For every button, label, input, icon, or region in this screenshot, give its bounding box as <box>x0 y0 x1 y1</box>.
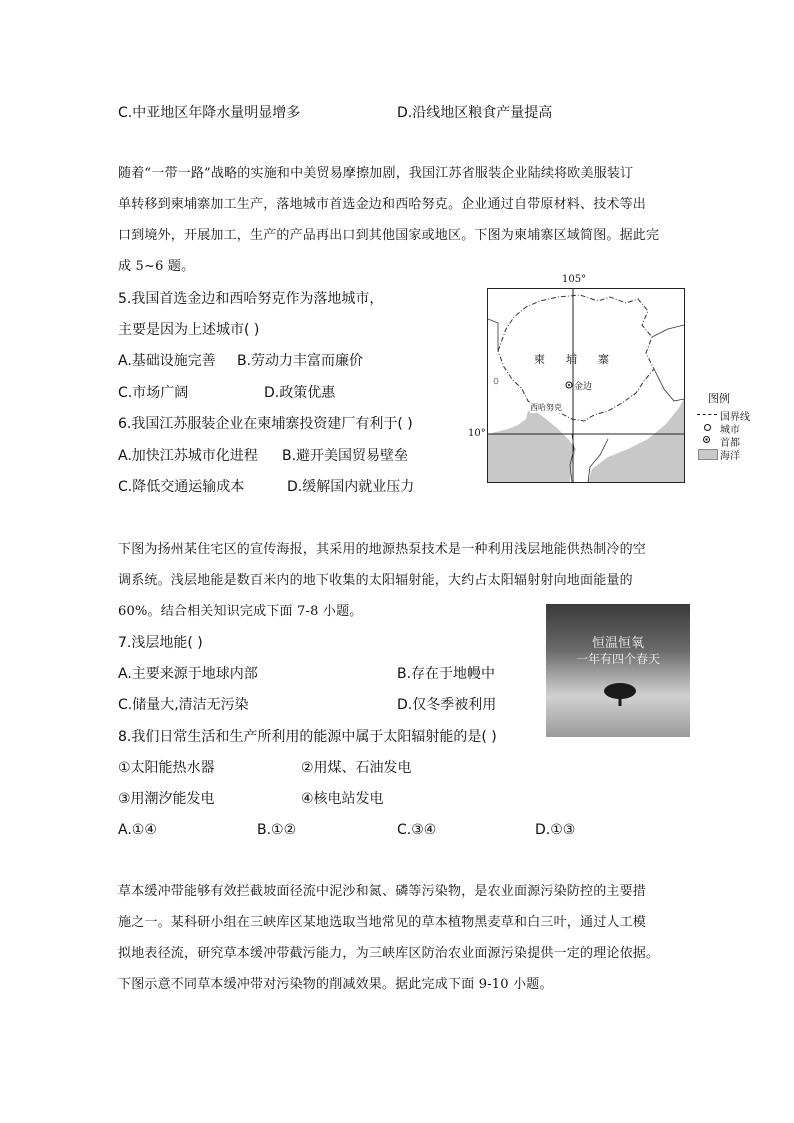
q8-item-4: ④核电站发电 <box>301 791 384 807</box>
passage3-line: 下图示意不同草本缓冲带对污染物的削减效果。据此完成下面 9-10 小题。 <box>118 977 553 992</box>
capital-icon <box>703 436 710 443</box>
q5-stem-cont: 主要是因为上述城市( ) <box>118 322 260 338</box>
passage1-line: 随着“一带一路”战略的实施和中美贸易摩擦加剧，我国江苏省服装企业陆续将欧美服装订 <box>118 166 634 181</box>
q4-option-d: D.沿线地区粮食产量提高 <box>397 105 553 121</box>
legend-title: 图例 <box>708 392 730 405</box>
passage1-line: 单转移到柬埔寨加工生产，落地城市首选金边和西哈努克。企业通过自带原材料、技术等出 <box>118 197 647 212</box>
legend-item-capital: 首都 <box>720 438 740 449</box>
q6-option-a: A.加快江苏城市化进程 <box>118 448 258 464</box>
housing-poster <box>546 604 690 737</box>
q5-option-b: B.劳动力丰富而廉价 <box>237 353 364 369</box>
legend-item-sea: 海洋 <box>720 451 740 462</box>
q4-option-c: C.中亚地区年降水量明显增多 <box>118 105 301 121</box>
q7-option-d: D.仅冬季被利用 <box>397 697 497 713</box>
neighbor-border <box>488 319 498 351</box>
q8-option-b: B.①② <box>257 822 297 838</box>
tree-icon <box>598 682 642 708</box>
legend-item-border: 国界线 <box>720 412 750 423</box>
q7-option-b: B.存在于地幔中 <box>397 666 496 682</box>
country-name-char: 埔 <box>566 353 577 366</box>
country-name-char: 寨 <box>598 353 609 366</box>
city-label: 西哈努克 <box>530 403 562 412</box>
passage3-line: 草本缓冲带能够有效拦截坡面径流中泥沙和氮、磷等污染物，是农业面源污染防控的主要措 <box>118 884 647 899</box>
coastline <box>654 369 684 401</box>
q8-stem: 8.我们日常生活和生产所利用的能源中属于太阳辐射能的是( ) <box>118 729 497 745</box>
q6-option-c: C.降低交通运输成本 <box>118 479 245 495</box>
q8-item-2: ②用煤、石油发电 <box>301 760 412 776</box>
passage3-line: 拟地表径流，研究草本缓冲带截污能力，为三峡库区防治农业面源污染提供一定的理论依据。 <box>118 946 660 961</box>
capital-label: 金边 <box>574 382 593 392</box>
country-name-char: 柬 <box>534 353 545 366</box>
q8-item-1: ①太阳能热水器 <box>118 760 215 776</box>
passage3-line: 施之一。某科研小组在三峡库区某地选取当地常见的草本植物黑麦草和白三叶，通过人工模 <box>118 915 647 930</box>
cambodia-map <box>487 288 685 483</box>
q7-option-a: A.主要来源于地球内部 <box>118 666 258 682</box>
q6-option-b: B.避开美国贸易壁垒 <box>282 448 409 464</box>
q8-item-3: ③用潮汐能发电 <box>118 791 215 807</box>
city-icon <box>704 424 711 431</box>
q8-option-d: D.①③ <box>535 822 576 838</box>
neighbor-border <box>652 325 684 337</box>
legend-item-city: 城市 <box>720 425 740 436</box>
passage1-line: 口到境外，开展加工，生产的产品再出口到其他国家或地区。下图为柬埔寨区域简图。据此完 <box>118 228 660 243</box>
island <box>494 378 498 384</box>
map-latitude-label: 10° <box>468 428 486 439</box>
poster-headline: 恒温恒氧 <box>591 636 644 651</box>
q5-option-a: A.基础设施完善 <box>118 353 216 369</box>
q6-stem: 6.我国江苏服装企业在柬埔寨投资建厂有利于( ) <box>118 416 413 432</box>
q6-option-d: D.缓解国内就业压力 <box>287 479 415 495</box>
q5-option-c: C.市场广阔 <box>118 385 189 401</box>
q5-option-d: D.政策优惠 <box>264 385 336 401</box>
passage2-line: 下图为扬州某住宅区的宣传海报，其采用的地源热泵技术是一种利用浅层地能供热制冷的空 <box>118 542 647 557</box>
passage2-line: 60%。结合相关知识完成下面 7-8 小题。 <box>118 604 363 619</box>
passage2-line: 调系统。浅层地能是数百米内的地下收集的太阳辐射能，大约占太阳辐射射向地面能量的 <box>118 573 633 588</box>
passage1-line: 成 5~6 题。 <box>118 259 195 274</box>
q7-stem: 7.浅层地能( ) <box>118 635 203 651</box>
sea-icon <box>698 449 718 460</box>
border-line-icon <box>697 414 717 415</box>
q7-option-c: C.储量大,清洁无污染 <box>118 697 249 713</box>
map-longitude-label: 105° <box>562 274 587 285</box>
sea-area <box>488 411 576 482</box>
poster-subline: 一年有四个春天 <box>575 652 660 666</box>
sea-area <box>588 399 684 482</box>
capital-marker-dot <box>568 384 570 386</box>
q5-stem: 5.我国首选金边和西哈努克作为落地城市， <box>118 291 384 307</box>
q8-option-c: C.③④ <box>397 822 437 838</box>
q8-option-a: A.①④ <box>118 822 157 838</box>
